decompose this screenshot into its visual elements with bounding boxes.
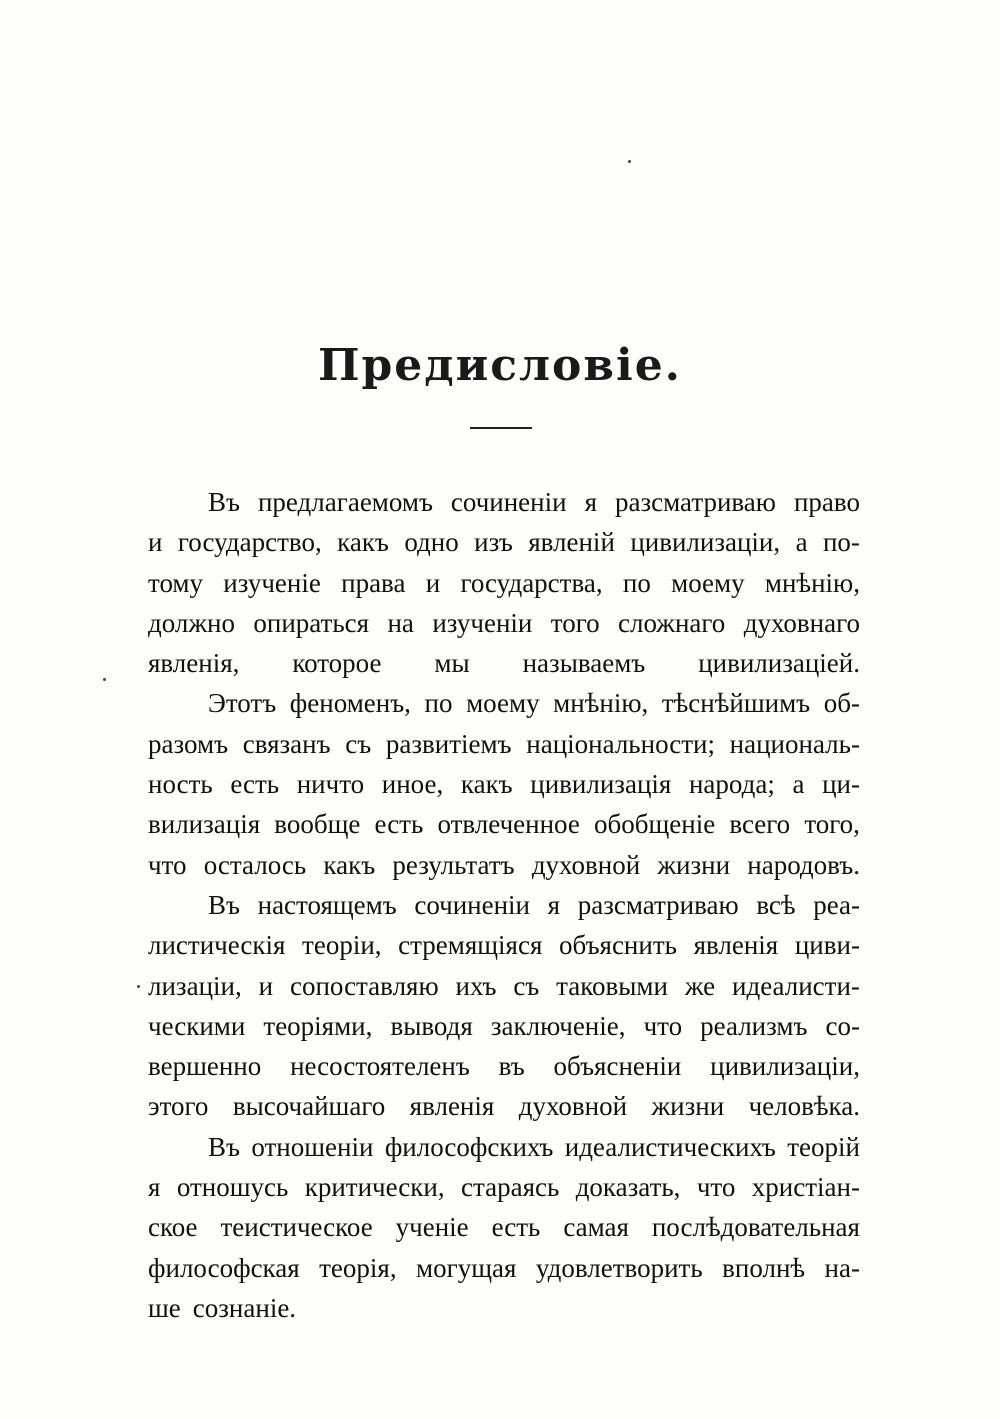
print-speck xyxy=(628,160,631,163)
word: какъ xyxy=(460,769,513,800)
word: цивилизаціи, xyxy=(710,1051,860,1082)
word: духовнаго xyxy=(743,607,860,638)
word: теорій xyxy=(787,1131,860,1162)
page-title: Предисловіе. xyxy=(317,340,683,391)
word: ученіе xyxy=(395,1212,469,1243)
word: вилизація xyxy=(148,809,261,840)
text-line xyxy=(148,1127,860,1167)
word: на- xyxy=(824,1252,860,1283)
text-line xyxy=(148,1086,860,1126)
text-line xyxy=(148,482,860,522)
word: явленій xyxy=(528,527,615,558)
word: предлагаемомъ xyxy=(257,487,433,517)
word: всего xyxy=(729,809,791,840)
text-line xyxy=(148,724,860,764)
word: развитіемъ xyxy=(385,728,512,759)
text-line xyxy=(148,643,860,683)
word: вершенно xyxy=(148,1051,262,1082)
print-speck xyxy=(103,678,106,681)
text-line xyxy=(148,1248,860,1288)
word: ничто xyxy=(296,769,365,800)
word: Въ xyxy=(208,1131,240,1162)
word: Этотъ xyxy=(208,688,277,719)
word: а xyxy=(795,527,808,558)
word: заключеніе, xyxy=(490,1010,626,1041)
text-line xyxy=(148,804,860,844)
word: явленія, xyxy=(148,648,240,679)
word: явленія xyxy=(409,1091,495,1122)
word: того xyxy=(550,607,600,638)
word: что xyxy=(643,1010,683,1041)
word: есть xyxy=(230,769,280,800)
word: моему xyxy=(671,567,745,598)
word: права xyxy=(341,567,406,598)
word: какъ xyxy=(323,849,376,880)
title-divider xyxy=(470,427,532,429)
word: же xyxy=(684,970,716,1001)
word: ность xyxy=(148,769,213,800)
word: народа; xyxy=(688,769,775,800)
word: удовлетворить xyxy=(535,1252,703,1283)
word: что xyxy=(696,1172,736,1203)
word: мы xyxy=(434,648,470,679)
word: въ xyxy=(498,1051,525,1082)
word: идеалистическихъ xyxy=(564,1131,776,1162)
word: лизаціи, xyxy=(148,970,242,1001)
word: таковыми xyxy=(556,970,668,1001)
word: разомъ xyxy=(148,728,229,759)
word: духовной xyxy=(518,1091,628,1122)
text-line xyxy=(148,603,860,643)
word: тѣснѣйшимъ xyxy=(661,688,811,719)
word: разсматриваю xyxy=(615,487,776,517)
word: реа- xyxy=(813,889,860,920)
text-line xyxy=(148,683,860,723)
word: теоріями, xyxy=(263,1010,373,1041)
word: выводя xyxy=(390,1010,473,1041)
word: обобщеніе xyxy=(594,809,716,840)
word: критически, xyxy=(304,1172,445,1203)
word: на xyxy=(387,607,414,638)
word: я xyxy=(547,889,561,920)
text-line xyxy=(148,885,860,925)
word: опираться xyxy=(253,607,370,638)
text-line xyxy=(148,1207,860,1247)
word: сознаніе. xyxy=(192,1292,297,1323)
word: право xyxy=(793,487,860,517)
word: ское xyxy=(148,1212,198,1243)
text-line xyxy=(148,1288,860,1328)
word: жизни xyxy=(651,1091,725,1122)
word: ческими xyxy=(148,1010,246,1041)
word: и xyxy=(258,970,274,1001)
word: я xyxy=(148,1172,161,1203)
word: ци- xyxy=(822,769,860,800)
text-line xyxy=(148,845,860,885)
word: самая xyxy=(563,1212,629,1243)
word: объясненіи xyxy=(553,1051,682,1082)
word: высочайшаго xyxy=(232,1091,386,1122)
word: разсматриваю xyxy=(577,889,739,920)
word: жизни xyxy=(657,849,731,880)
word: философская xyxy=(148,1252,300,1283)
word: националь- xyxy=(729,728,860,759)
word: по xyxy=(622,567,651,598)
word: доказать, xyxy=(575,1172,681,1203)
word: этого xyxy=(148,1091,209,1122)
word: феноменъ, xyxy=(289,688,411,719)
word: а xyxy=(792,769,805,800)
word: изученіе xyxy=(223,567,321,598)
word: мнѣнію, xyxy=(553,688,649,719)
word: настоящемъ xyxy=(257,889,397,920)
word: съ xyxy=(345,728,372,759)
text-line xyxy=(148,1006,860,1046)
word: сложнаго xyxy=(618,607,726,638)
word: сопоставляю xyxy=(289,970,439,1001)
word: моему xyxy=(466,688,540,719)
word: циви- xyxy=(794,930,860,961)
word: Въ xyxy=(208,487,240,517)
word: стремящіяся xyxy=(398,930,543,961)
word: Въ xyxy=(208,889,240,920)
word: идеалисти- xyxy=(732,970,860,1001)
word: отношеніи xyxy=(251,1131,374,1162)
word: цивилизаціи, xyxy=(630,527,781,558)
text-line xyxy=(148,966,860,1006)
word: философскихъ xyxy=(384,1131,554,1162)
word: должно xyxy=(148,607,235,638)
word: цивилизація xyxy=(530,769,672,800)
word: которое xyxy=(292,648,382,679)
word: по xyxy=(424,688,453,719)
word: того, xyxy=(804,809,860,840)
text-line xyxy=(148,563,860,603)
word: народовъ. xyxy=(747,849,860,880)
word: несостоятеленъ xyxy=(290,1051,470,1082)
word: сочиненіи xyxy=(450,487,567,517)
word: государство, xyxy=(177,527,322,558)
word: называемъ xyxy=(522,648,646,679)
word: христіан- xyxy=(751,1172,860,1203)
word: изученіи xyxy=(432,607,533,638)
word: всѣ xyxy=(756,889,796,920)
word: об- xyxy=(823,688,860,719)
word: реализмъ xyxy=(700,1010,808,1041)
word: и xyxy=(148,527,163,558)
word: отвлеченное xyxy=(437,809,580,840)
word: человѣка. xyxy=(748,1091,860,1122)
print-speck xyxy=(137,985,140,988)
body-text xyxy=(148,482,860,1328)
word: я xyxy=(584,487,597,517)
word: одно xyxy=(404,527,459,558)
word: листическія xyxy=(148,930,286,961)
word: изъ xyxy=(474,527,513,558)
word: стараясь xyxy=(460,1172,560,1203)
word: съ xyxy=(513,970,540,1001)
word: теоріи, xyxy=(302,930,382,961)
word: государства, xyxy=(460,567,603,598)
word: результатъ xyxy=(392,849,515,880)
word: связанъ xyxy=(242,728,331,759)
text-line xyxy=(148,925,860,965)
word: отношусь xyxy=(176,1172,289,1203)
word: духовной xyxy=(531,849,641,880)
word: теистическое xyxy=(220,1212,373,1243)
word: что xyxy=(148,849,187,880)
word: тому xyxy=(148,567,204,598)
word: цивилизаціей. xyxy=(698,648,860,679)
word: явленія xyxy=(693,930,779,961)
word: объяснить xyxy=(559,930,677,961)
word: послѣдовательная xyxy=(651,1212,860,1243)
word: иное, xyxy=(381,769,444,800)
text-line xyxy=(148,522,860,562)
word: со- xyxy=(825,1010,860,1041)
word: мнѣнію, xyxy=(764,567,860,598)
word: вполнѣ xyxy=(722,1252,806,1283)
word: есть xyxy=(491,1212,541,1243)
word: теорія, xyxy=(319,1252,397,1283)
text-line xyxy=(148,1046,860,1086)
word: осталось xyxy=(203,849,307,880)
word: ше xyxy=(148,1292,181,1323)
word: могущая xyxy=(416,1252,517,1283)
word: національности; xyxy=(526,728,715,759)
word: сочиненіи xyxy=(414,889,531,920)
word: какъ xyxy=(337,527,389,558)
word: по- xyxy=(822,527,860,558)
word: вообще xyxy=(274,809,361,840)
text-line xyxy=(148,1167,860,1207)
word: и xyxy=(425,567,441,598)
word: ихъ xyxy=(455,970,497,1001)
text-line xyxy=(148,764,860,804)
word: есть xyxy=(374,809,424,840)
